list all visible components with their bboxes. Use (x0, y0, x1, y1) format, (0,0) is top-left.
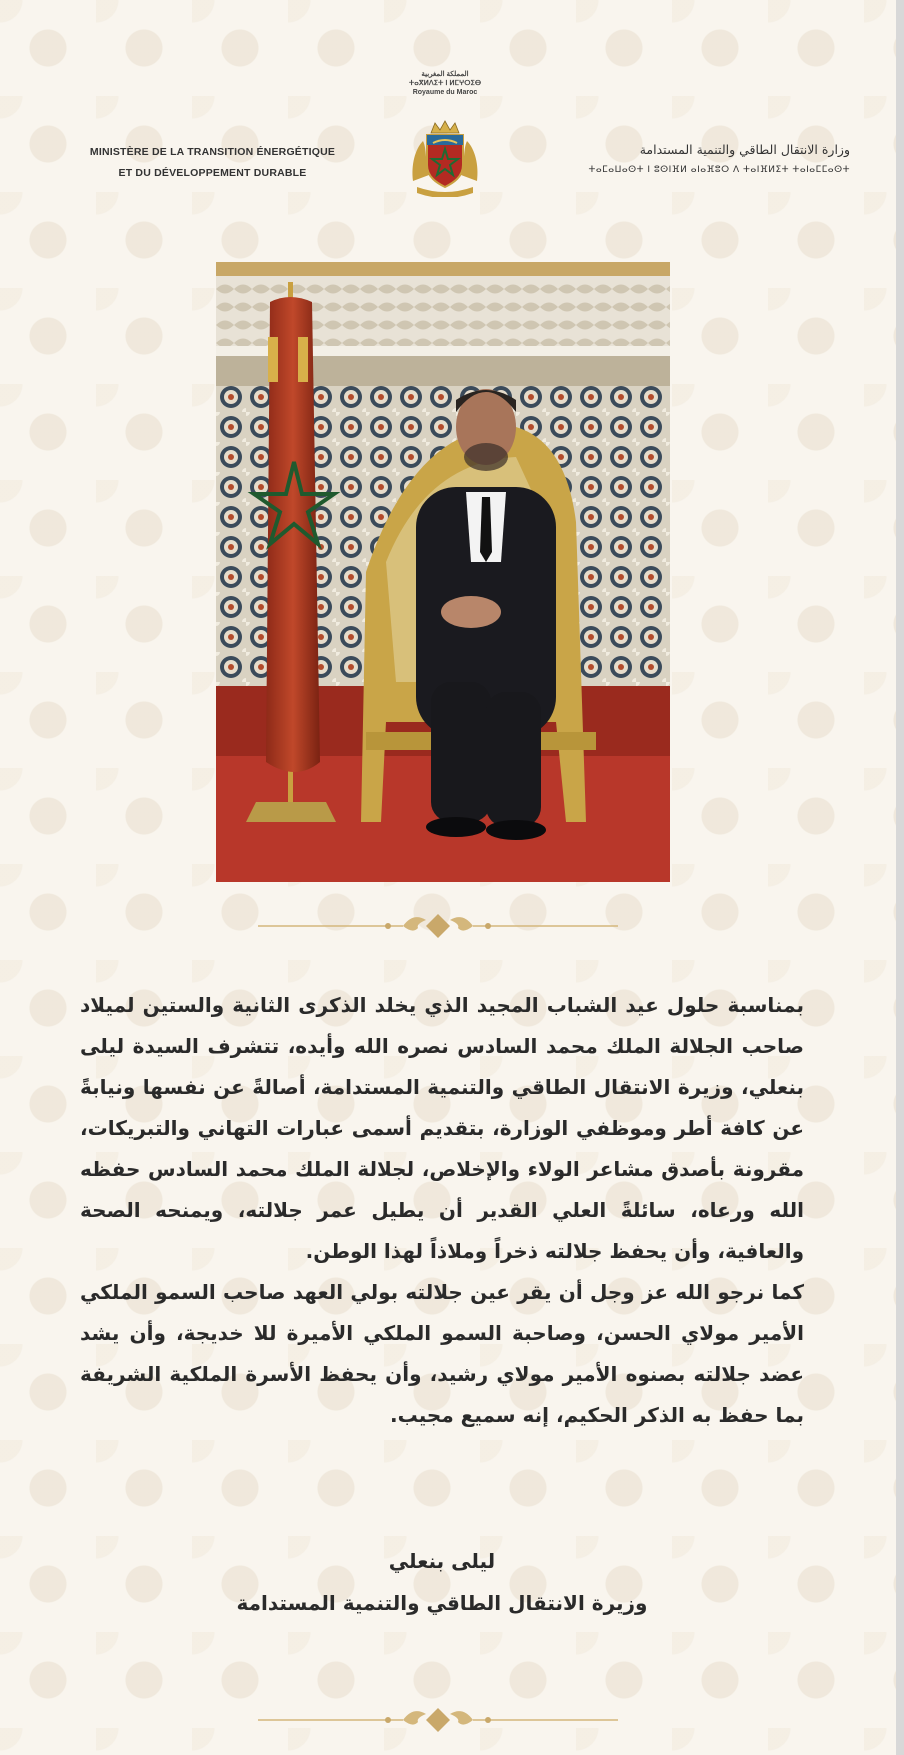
official-portrait (216, 262, 670, 882)
portrait-image (216, 262, 670, 882)
moroccan-coat-of-arms-icon (407, 119, 483, 197)
kingdom-fr: Royaume du Maroc (412, 89, 478, 96)
ministry-name-arabic (488, 140, 850, 180)
ministry-fr-line1: MINISTÈRE DE LA TRANSITION ÉNERGÉTIQUE (89, 146, 336, 158)
message-paragraph-2: كما نرجو الله عز وجل أن يقر عين جلالته بولي العهد صاحب السمو الملكي الأمير مولاي الحسن، وصاحبة السمو الملكي الأميرة للا خديجة، وأن يشد عضد جلالته بصنوه الأمير مولاي رشيد، وأن يحفظ الأسرة الملكية الشريفة بما حفظ به الذكر الحكيم، إنه سميع مجيب. (80, 1280, 804, 1427)
congratulatory-message (80, 985, 804, 1436)
ministry-tif: ⵜⴰⵎⴰⵡⴰⵙⵜ ⵏ ⵓⵙⵏⴼⵍ ⴰⵏⴰⴼⵓⵔ ⴷ ⵜⴰⵏⴼⵍⵉⵜ ⵜⴰⵏⴰⵎⵎⴰⵙⵜ (588, 165, 850, 175)
kingdom-tif: ⵜⴰⴳⵍⴷⵉⵜ ⵏ ⵍⵎⵖⵔⵉⴱ (408, 80, 482, 87)
signatory-name: ليلى بنعلي (388, 1549, 496, 1573)
signatory-title: وزيرة الانتقال الطاقي والتنمية المستدامة (236, 1591, 648, 1615)
ornament-divider-icon (248, 1700, 628, 1740)
ministry-name-french (40, 142, 385, 184)
kingdom-ar: المملكة المغربية (421, 71, 469, 78)
kingdom-block (395, 70, 495, 201)
ornament-divider-icon (248, 906, 628, 946)
message-paragraph-1: بمناسبة حلول عيد الشباب المجيد الذي يخلد الذكرى الثانية والستين لميلاد صاحب الجلالة الملك محمد السادس نصره الله وأيده، تتشرف السيدة ليلى بنعلي، وزيرة الانتقال الطاقي والتنمية المستدامة، أصالةً عن نفسها ونيابةً عن كافة أطر وموظفي الوزارة، بتقديم أسمى عبارات التهاني والتبريكات، مقرونة بأصدق مشاعر الولاء والإخلاص، لجلالة الملك محمد السادس حفظه الله ورعاه، سائلةً العلي القدير أن يطيل عمر جلالته، ويمنحه الصحة والعافية، وأن يحفظ جلالته ذخراً وملاذاً لهذا الوطن. (80, 993, 804, 1263)
signature-block (80, 1540, 804, 1624)
ministry-ar: وزارة الانتقال الطاقي والتنمية المستدامة (639, 142, 850, 157)
ministry-fr-line2: ET DU DÉVELOPPEMENT DURABLE (118, 167, 307, 179)
